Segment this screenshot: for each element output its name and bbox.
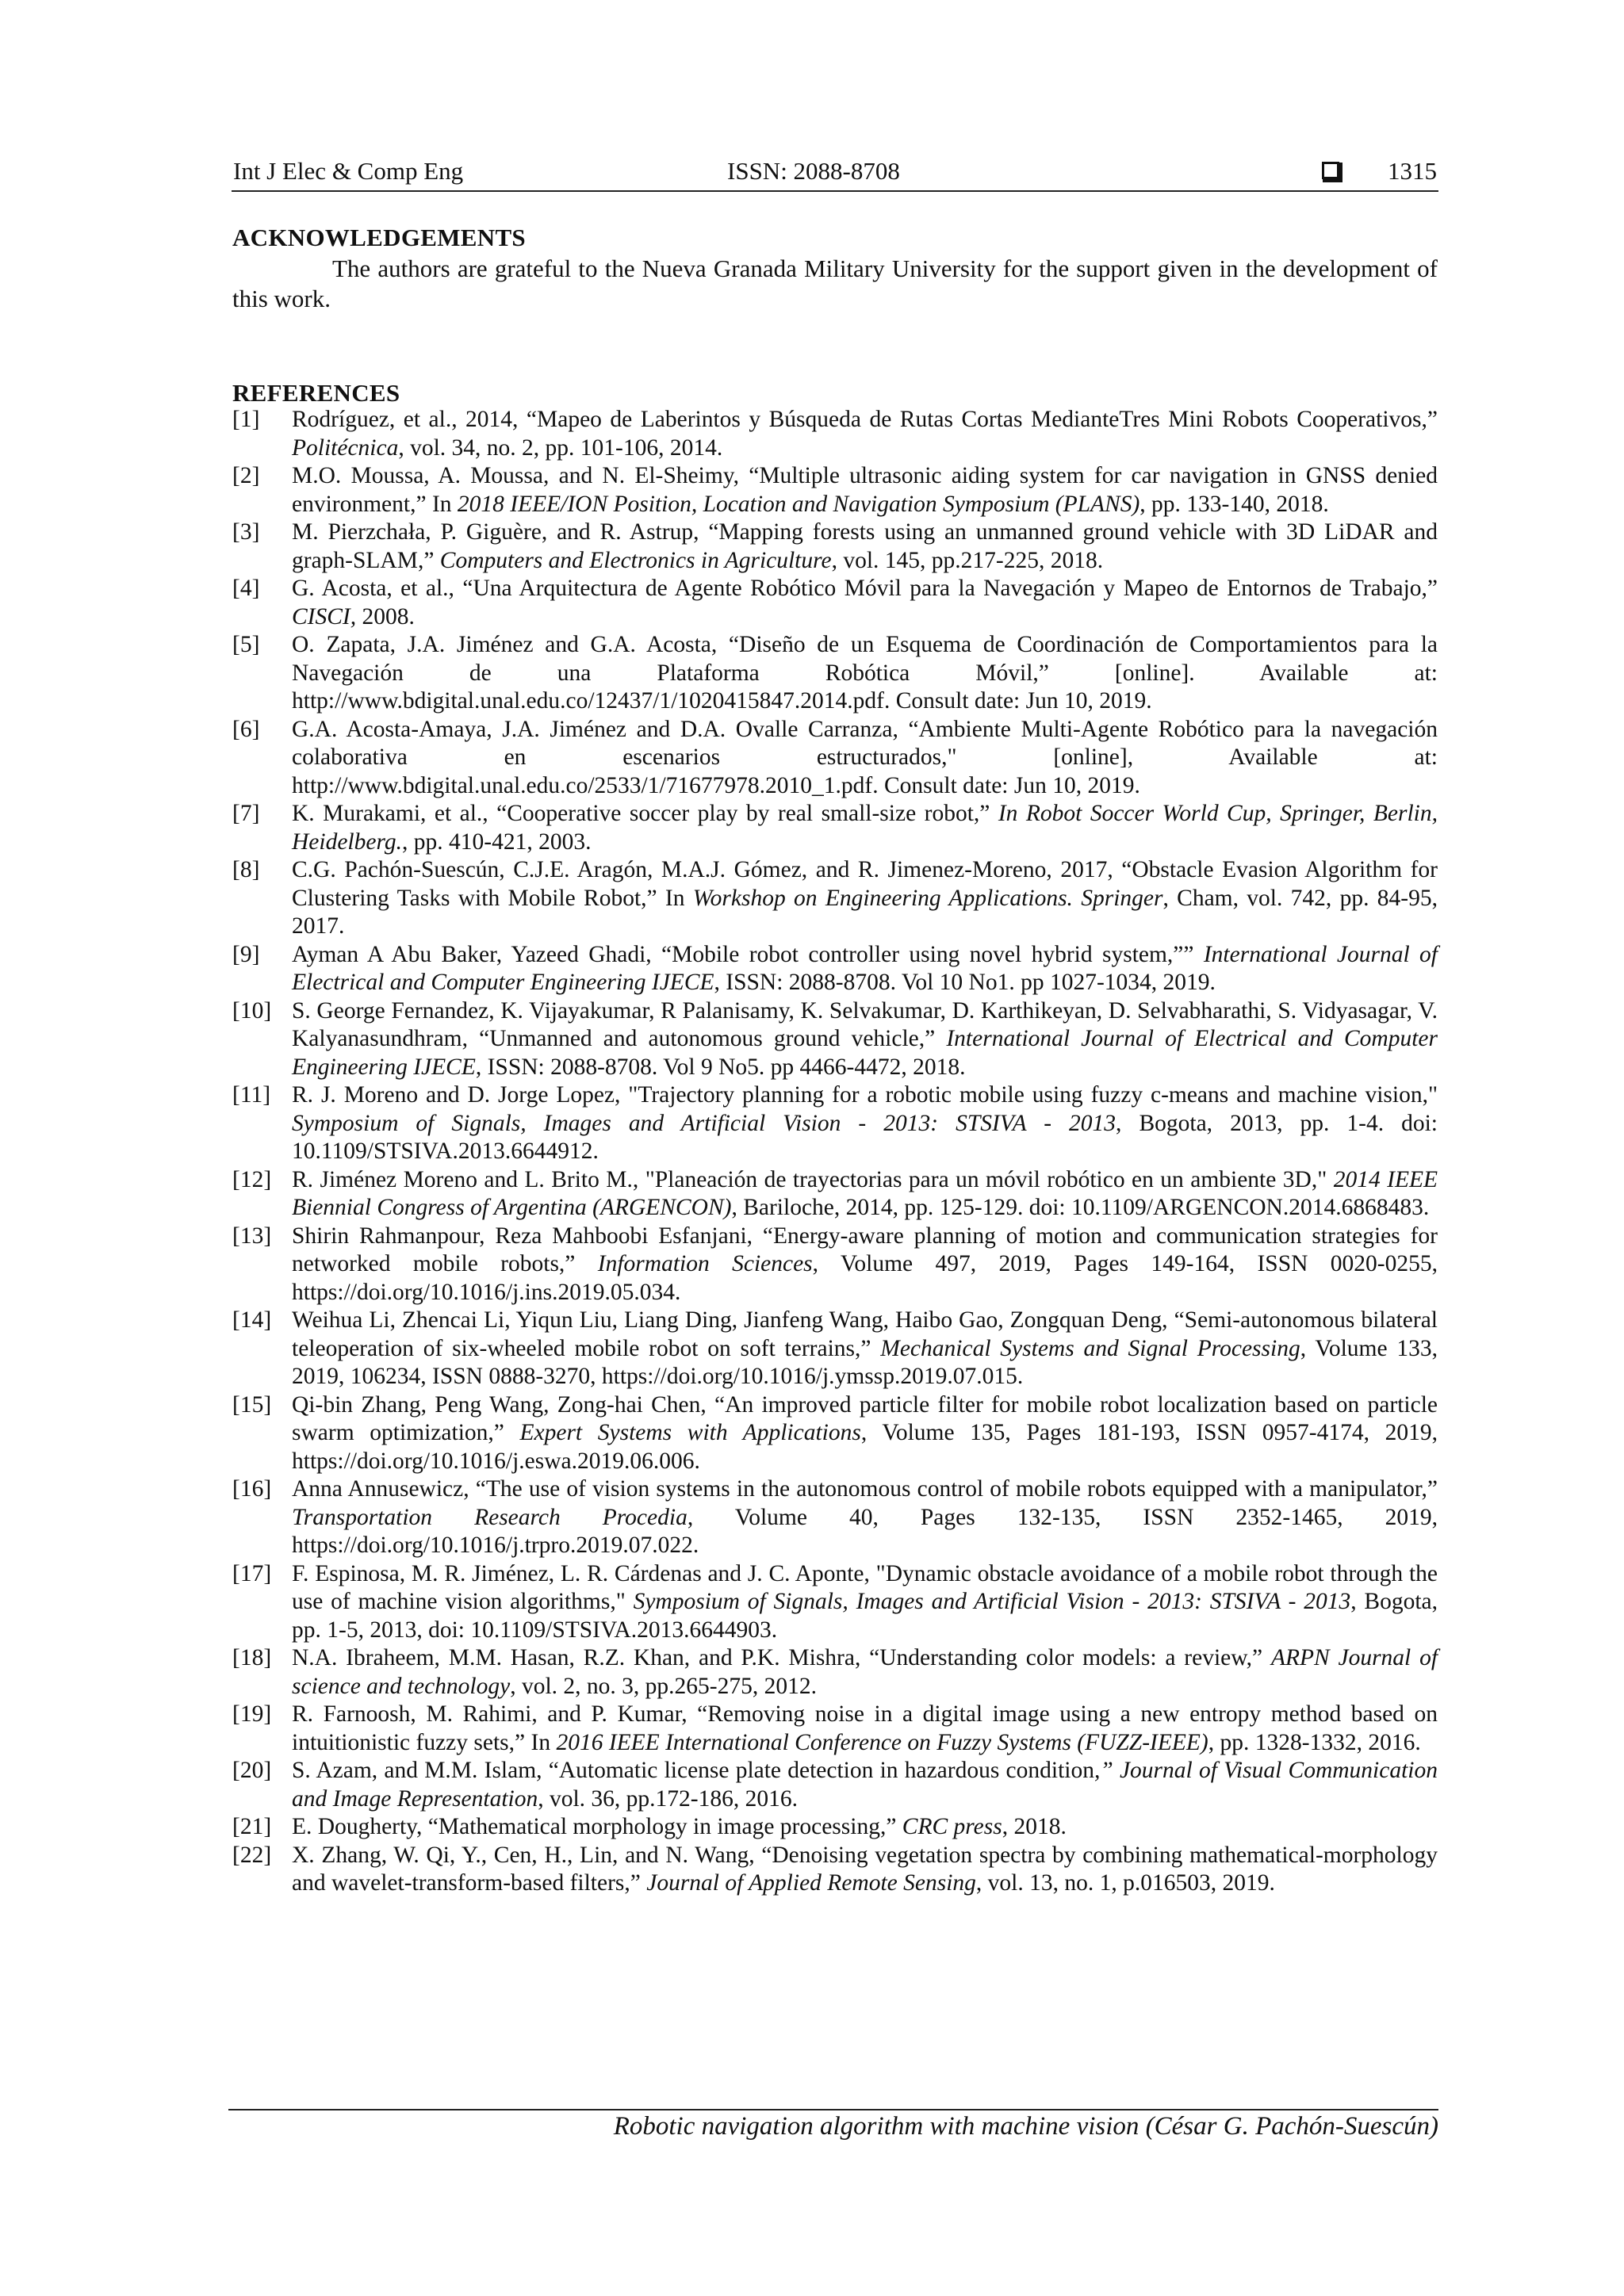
reference-source-italic: Mechanical Systems and Signal Processing (880, 1335, 1300, 1361)
reference-number: [15] (232, 1391, 272, 1418)
reference-text (292, 462, 1438, 519)
reference-number: [10] (232, 997, 272, 1024)
reference-text (292, 1644, 1438, 1701)
reference-segment: G.A. Acosta-Amaya, J.A. Jiménez and D.A. Ovalle Carranza, “Ambiente Multi-Agente Robótico para la navegación colaborativa en escenarios estructurados," [online], Available at: http://www.bdigital.unal.edu.co/2533/1/71677978.2010_1.pdf. Consult date: Jun 10, 2019. (292, 716, 1438, 798)
reference-item (232, 1560, 1438, 1645)
reference-segment: , Volume 40, Pages 132-135, ISSN 2352-1465, 2019, https://doi.org/10.1016/j.trpro.2019.07.022. (292, 1504, 1438, 1558)
reference-number: [5] (232, 632, 260, 657)
reference-text (292, 856, 1438, 941)
reference-text (292, 631, 1438, 716)
reference-source-italic: 2016 IEEE International Conference on Fuzzy Systems (FUZZ-IEEE) (556, 1729, 1208, 1755)
reference-text (292, 800, 1438, 856)
reference-number: [21] (232, 1814, 272, 1839)
reference-segment: S. George Fernandez, K. Vijayakumar, R Palanisamy, K. Selvakumar, D. Karthikeyan, D. Selvabharathi, S. Vidyasagar, V. Kalyanasundhram, “Unmanned and autonomous ground vehicle,” (292, 997, 1438, 1051)
reference-number: [3] (232, 519, 260, 545)
reference-number: [17] (232, 1560, 272, 1586)
reference-item (232, 1081, 1438, 1166)
reference-segment: , pp. 1328-1332, 2016. (1208, 1729, 1421, 1755)
reference-segment: C.G. Pachón-Suescún, C.J.E. Aragón, M.A.J. Gómez, and R. Jimenez-Moreno, 2017, “Obstacle Evasion Algorithm for Clustering Tasks with Mobile Robot,” In (292, 857, 1438, 911)
reference-segment: , Volume 135, Pages 181-193, ISSN 0957-4174, 2019, https://doi.org/10.1016/j.eswa.2019.06.006. (292, 1420, 1438, 1474)
reference-source-italic: ,” Journal of Visual Communication and Image Representation (292, 1758, 1438, 1812)
reference-source-italic: Politécnica (292, 434, 399, 461)
reference-text (292, 997, 1438, 1082)
reference-text (292, 519, 1438, 575)
reference-segment: Anna Annusewicz, “The use of vision systems in the autonomous control of mobile robots equipped with a manipulator,” (292, 1476, 1438, 1502)
reference-number: [11] (232, 1082, 271, 1108)
reference-text (292, 1223, 1438, 1307)
reference-text (292, 406, 1438, 462)
reference-text (292, 1391, 1438, 1476)
reference-number: [19] (232, 1701, 272, 1727)
reference-segment: R. Farnoosh, M. Rahimi, and P. Kumar, “Removing noise in a digital image using a new entropy method based on intuitionistic fuzzy sets,” In (292, 1701, 1438, 1755)
reference-number: [18] (232, 1645, 272, 1670)
reference-segment: , pp. 133-140, 2018. (1139, 491, 1329, 517)
reference-source-italic: Workshop on Engineering Applications. Springer (692, 885, 1163, 911)
reference-number: [4] (232, 576, 260, 601)
reference-source-italic: CRC press (902, 1814, 1002, 1839)
reference-segment: R. Jiménez Moreno and L. Brito M., "Planeación de trayectorias para un móvil robótico en un ambiente 3D," (292, 1166, 1334, 1192)
reference-text (292, 1081, 1438, 1166)
reference-text (292, 575, 1438, 631)
reference-item (232, 1842, 1438, 1898)
reference-item (232, 631, 1438, 716)
reference-source-italic: Symposium of Signals, Images and Artificial Vision - 2013: STSIVA - 2013 (633, 1589, 1351, 1614)
reference-number: [9] (232, 941, 260, 967)
reference-segment: M. Pierzchała, P. Giguère, and R. Astrup, “Mapping forests using an unmanned ground vehicle with 3D LiDAR and graph-SLAM,” (292, 519, 1438, 573)
reference-segment: Weihua Li, Zhencai Li, Yiqun Liu, Liang Ding, Jianfeng Wang, Haibo Gao, Zongquan Deng, “Semi-autonomous bilateral teleoperation of six-wheeled mobile robot on soft terrains,” (292, 1307, 1438, 1361)
reference-number: [14] (232, 1307, 272, 1333)
reference-segment: N.A. Ibraheem, M.M. Hasan, R.Z. Khan, and P.K. Mishra, “Understanding color models: a review,” (292, 1645, 1271, 1670)
reference-source-italic: 2014 IEEE Biennial Congress of Argentina (ARGENCON) (292, 1166, 1438, 1220)
reference-item (232, 1644, 1438, 1701)
reference-number: [1] (232, 407, 260, 432)
checkbox-square-icon (1322, 162, 1339, 179)
reference-segment: , ISSN: 2088-8708. Vol 9 No5. pp 4466-4472, 2018. (475, 1054, 966, 1080)
reference-item (232, 1813, 1438, 1842)
reference-item (232, 1166, 1438, 1223)
reference-segment: , Volume 497, 2019, Pages 149-164, ISSN 0020-0255, https://doi.org/10.1016/j.ins.2019.05.034. (292, 1251, 1438, 1305)
reference-segment: , ISSN: 2088-8708. Vol 10 No1. pp 1027-1034, 2019. (714, 970, 1216, 995)
reference-number: [12] (232, 1166, 272, 1192)
reference-segment: , vol. 34, no. 2, pp. 101-106, 2014. (398, 434, 723, 461)
reference-number: [20] (232, 1758, 272, 1783)
reference-source-italic: Transportation Research Procedia (292, 1504, 688, 1530)
reference-item (232, 941, 1438, 997)
footer-rule (228, 2109, 1438, 2110)
reference-segment: , Cham, vol. 742, pp. 84-95, 2017. (292, 885, 1438, 939)
page-header (232, 152, 1438, 192)
reference-text (292, 1757, 1438, 1813)
reference-segment: O. Zapata, J.A. Jiménez and G.A. Acosta, “Diseño de un Esquema de Coordinación de Comportamientos para la Navegación de una Plataforma Robótica Móvil,” [online]. Available at: http://www.bdigital.unal.edu.co/12437/1/1020415847.2014.pdf. Consult date: Jun 10, 2019. (292, 632, 1438, 714)
reference-segment: S. Azam, and M.M. Islam, “Automatic license plate detection in hazardous condition (292, 1758, 1094, 1783)
reference-text (292, 1842, 1438, 1898)
reference-item (232, 1223, 1438, 1307)
reference-segment: K. Murakami, et al., “Cooperative soccer play by real small-size robot,” (292, 801, 998, 826)
running-footer: Robotic navigation algorithm with machine vision (César G. Pachón-Suescún) (613, 2112, 1438, 2141)
reference-segment: X. Zhang, W. Qi, Y., Cen, H., Lin, and N. Wang, “Denoising vegetation spectra by combining mathematical-morphology and wavelet-transform-based filters,” (292, 1842, 1438, 1896)
reference-item (232, 519, 1438, 575)
reference-segment: , vol. 2, no. 3, pp.265-275, 2012. (510, 1673, 818, 1699)
reference-number: [6] (232, 716, 260, 742)
reference-item (232, 800, 1438, 856)
reference-segment: , vol. 145, pp.217-225, 2018. (831, 547, 1104, 573)
reference-text (292, 1560, 1438, 1645)
reference-number: [16] (232, 1476, 272, 1502)
reference-number: [7] (232, 801, 260, 826)
reference-segment: , 2018. (1002, 1814, 1067, 1839)
reference-segment: E. Dougherty, “Mathematical morphology in image processing,” (292, 1814, 902, 1839)
reference-item (232, 462, 1438, 519)
reference-item (232, 406, 1438, 462)
reference-segment: , Volume 133, 2019, 106234, ISSN 0888-3270, https://doi.org/10.1016/j.ymssp.2019.07.015. (292, 1335, 1438, 1389)
reference-source-italic: International Journal of Electrical and Computer Engineering IJECE (292, 1026, 1438, 1080)
reference-source-italic: CISCI, (292, 603, 357, 629)
reference-text (292, 1166, 1438, 1223)
reference-item (232, 1475, 1438, 1560)
acknowledgements-heading: ACKNOWLEDGEMENTS (232, 224, 526, 251)
journal-name: Int J Elec & Comp Eng (233, 157, 464, 185)
reference-number: [8] (232, 857, 260, 882)
reference-source-italic: International Journal of Electrical and Computer Engineering IJECE (292, 941, 1438, 995)
references-heading: REFERENCES (232, 379, 400, 407)
reference-text (292, 1307, 1438, 1391)
reference-list (232, 406, 1438, 1898)
reference-segment: M.O. Moussa, A. Moussa, and N. El-Sheimy, “Multiple ultrasonic aiding system for car navigation in GNSS denied environment,” In (292, 463, 1438, 517)
reference-segment: , Bariloche, 2014, pp. 125-129. doi: 10.1109/ARGENCON.2014.6868483. (731, 1195, 1430, 1220)
reference-item (232, 1757, 1438, 1813)
reference-segment: G. Acosta, et al., “Una Arquitectura de Agente Robótico Móvil para la Navegación y Mapeo de Entornos de Trabajo,” (292, 576, 1438, 601)
reference-item (232, 575, 1438, 631)
reference-segment: , vol. 13, no. 1, p.016503, 2019. (975, 1870, 1275, 1896)
reference-item (232, 856, 1438, 941)
reference-item (232, 716, 1438, 801)
reference-segment: 2008. (356, 603, 415, 629)
reference-source-italic: Information Sciences (597, 1251, 813, 1276)
reference-segment: R. J. Moreno and D. Jorge Lopez, "Trajectory planning for a robotic mobile using fuzzy c-means and machine vision," (292, 1082, 1438, 1108)
acknowledgements-text: The authors are grateful to the Nueva Granada Military University for the support given in the development of this work. (232, 254, 1438, 312)
reference-source-italic: 2018 IEEE/ION Position, Location and Navigation Symposium (PLANS) (457, 491, 1140, 517)
reference-text (292, 1475, 1438, 1560)
reference-text (292, 1701, 1438, 1757)
reference-segment: Ayman A Abu Baker, Yazeed Ghadi, “Mobile robot controller using novel hybrid system,”” (292, 941, 1204, 967)
reference-segment: Qi-bin Zhang, Peng Wang, Zong-hai Chen, “An improved particle filter for mobile robot localization based on particle swarm optimization,” (292, 1391, 1438, 1445)
reference-segment: , vol. 36, pp.172-186, 2016. (538, 1785, 799, 1812)
reference-item (232, 1391, 1438, 1476)
reference-source-italic: Computers and Electronics in Agriculture (439, 547, 832, 573)
reference-text (292, 1813, 1438, 1842)
reference-item (232, 1701, 1438, 1757)
issn-label: ISSN: 2088-8708 (727, 157, 900, 185)
reference-number: [13] (232, 1223, 272, 1249)
reference-source-italic: Expert Systems with Applications (519, 1420, 861, 1445)
reference-text (292, 716, 1438, 801)
reference-item (232, 997, 1438, 1082)
reference-item (232, 1307, 1438, 1391)
reference-segment: , Bogota, 2013, pp. 1-4. doi: 10.1109/STSIVA.2013.6644912. (292, 1110, 1438, 1164)
page-number: 1315 (1388, 157, 1437, 185)
reference-segment: F. Espinosa, M. R. Jiménez, L. R. Cárdenas and J. C. Aponte, "Dynamic obstacle avoidance of a mobile robot through the use of machine vision algorithms," (292, 1560, 1438, 1614)
reference-source-italic: In Robot Soccer World Cup, Springer, Berlin, Heidelberg. (292, 801, 1438, 855)
reference-number: [2] (232, 463, 260, 488)
reference-text (292, 941, 1438, 997)
reference-segment: Shirin Rahmanpour, Reza Mahboobi Esfanjani, “Energy-aware planning of motion and communication strategies for networked mobile robots,” (292, 1223, 1438, 1276)
reference-source-italic: Journal of Applied Remote Sensing (646, 1870, 976, 1896)
reference-segment: Rodríguez, et al., 2014, “Mapeo de Laberintos y Búsqueda de Rutas Cortas MedianteTres Mini Robots Cooperativos,” (292, 407, 1438, 432)
reference-segment: , Bogota, pp. 1-5, 2013, doi: 10.1109/STSIVA.2013.6644903. (292, 1589, 1438, 1643)
reference-source-italic: ARPN Journal of science and technology (292, 1645, 1438, 1699)
reference-segment: , pp. 410-421, 2003. (402, 828, 592, 855)
reference-source-italic: Symposium of Signals, Images and Artificial Vision - 2013: STSIVA - 2013 (292, 1110, 1116, 1136)
reference-number: [22] (232, 1842, 272, 1868)
